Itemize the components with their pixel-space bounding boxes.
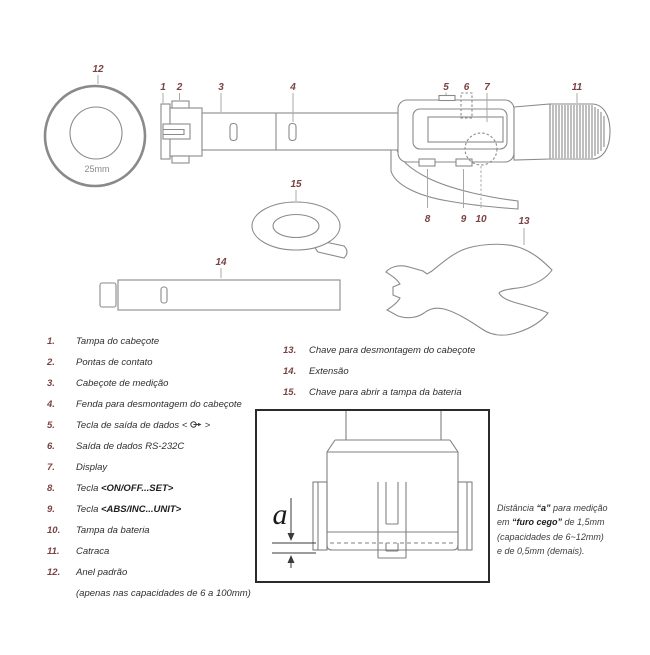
- onoff-set-button: [419, 159, 435, 166]
- inset-note-line-3: (capacidades de 6~12mm): [497, 531, 604, 542]
- legend-number-spacer: [47, 583, 76, 604]
- legend-text: [76, 415, 210, 436]
- legend-number: 12.: [47, 567, 61, 578]
- data-output-icon: [190, 420, 202, 429]
- legend-text-pre: Tecla: [76, 483, 101, 494]
- legend-item-8: [47, 478, 251, 499]
- note-text: de 1,5mm: [562, 517, 605, 528]
- legend-text: Saída de dados RS-232C: [76, 441, 185, 452]
- legend-text: Pontas de contato: [76, 357, 153, 368]
- display-screen: [413, 109, 507, 149]
- legend-number: 3.: [47, 378, 55, 389]
- callout-13: 13: [518, 216, 530, 227]
- legend-text: [76, 478, 173, 499]
- note-text: para medição: [550, 503, 608, 513]
- legend-item-12-note: [47, 583, 251, 604]
- callout-3: 3: [218, 82, 224, 93]
- legend-item-1: [47, 331, 251, 352]
- legend-right-column: [283, 340, 475, 403]
- callout-10: 10: [475, 214, 487, 225]
- legend-item-6: [47, 436, 251, 457]
- legend-number: 5.: [47, 420, 55, 431]
- legend-text-pre: Tecla de saída de dados <: [76, 420, 190, 431]
- legend-text: Chave para abrir a tampa da bateria: [309, 387, 462, 398]
- inset-note-line-1: [497, 501, 637, 515]
- legend-number: 10.: [47, 525, 61, 536]
- head-spanner-wrench: [386, 244, 552, 335]
- legend-item-13: [283, 340, 475, 361]
- callout-7: 7: [484, 82, 490, 93]
- legend-item-14: [283, 361, 475, 382]
- legend-text: Catraca: [76, 546, 110, 557]
- dimension-a: [272, 498, 316, 568]
- display-unit: [398, 93, 514, 166]
- inset-note: [497, 501, 637, 558]
- callout-8: 8: [424, 214, 431, 225]
- battery-cap-spanner: [252, 202, 347, 258]
- callout-9: 9: [460, 214, 467, 225]
- legend-item-5: [47, 415, 251, 436]
- legend-text: [76, 499, 181, 520]
- legend-number: 7.: [47, 462, 55, 473]
- legend-note: (apenas nas capacidades de 6 a 100mm): [76, 588, 251, 599]
- legend-number: 8.: [47, 483, 55, 494]
- legend-text-post: >: [202, 420, 211, 431]
- legend-number: 9.: [47, 504, 55, 515]
- legend-item-7: [47, 457, 251, 478]
- callout-1: 1: [160, 82, 166, 93]
- inset-note-line-4: e de 0,5mm (demais).: [497, 545, 585, 556]
- data-output-button: [439, 96, 455, 101]
- legend-left-column: [47, 331, 251, 604]
- legend-item-15: [283, 382, 475, 403]
- inset-box: [256, 410, 489, 582]
- legend-text-bold: <ABS/INC...UNIT>: [101, 504, 182, 515]
- callout-4: 4: [290, 82, 296, 93]
- legend-text: Tampa da bateria: [76, 525, 150, 536]
- setting-ring: [45, 86, 145, 186]
- callout-numbers: [92, 64, 582, 268]
- inset-head-drawing: [313, 411, 472, 558]
- legend-text: Tampa do cabeçote: [76, 336, 160, 347]
- legend-item-4: [47, 394, 251, 415]
- legend-item-12: [47, 562, 251, 583]
- note-text-bold: “a”: [536, 503, 551, 513]
- legend-text: Display: [76, 462, 108, 473]
- legend-item-10: [47, 520, 251, 541]
- legend-number: 2.: [47, 357, 55, 368]
- legend-number: 11.: [47, 546, 60, 557]
- callout-5: 5: [443, 82, 449, 93]
- legend-number: 6.: [47, 441, 55, 452]
- legend-number: 4.: [47, 399, 55, 410]
- ratchet: [514, 104, 610, 160]
- extension-rod: [100, 280, 340, 310]
- micrometer-head: [161, 101, 202, 163]
- callout-6: 6: [463, 82, 470, 93]
- legend-item-11: [47, 541, 251, 562]
- legend-item-9: [47, 499, 251, 520]
- legend-number: 1.: [47, 336, 55, 347]
- legend-text-pre: Tecla: [76, 504, 101, 515]
- callout-11: 11: [571, 82, 583, 93]
- callout-2: 2: [176, 82, 183, 93]
- legend-text: Fenda para desmontagem do cabeçote: [76, 399, 242, 410]
- note-text: Distância: [497, 503, 537, 513]
- legend-item-2: [47, 352, 251, 373]
- ring-size-label: 25mm: [84, 164, 110, 174]
- dimension-a-label: a: [272, 498, 288, 531]
- legend-number: 14.: [283, 366, 297, 377]
- callout-14: 14: [215, 257, 227, 268]
- note-text: em: [497, 517, 513, 528]
- legend-number: 15.: [283, 387, 297, 398]
- measuring-tube: [202, 113, 398, 150]
- legend-text-bold: <ON/OFF...SET>: [101, 483, 174, 494]
- legend-text: Anel padrão: [76, 567, 128, 578]
- inset-note-line-2: [497, 515, 637, 529]
- callout-12: 12: [92, 64, 104, 75]
- legend-number: 13.: [283, 345, 297, 356]
- legend-text: Chave para desmontagem do cabeçote: [309, 345, 476, 356]
- note-text-bold: “furo cego”: [512, 517, 563, 528]
- legend-text: Extensão: [309, 366, 349, 377]
- legend-item-3: [47, 373, 251, 394]
- callout-15: 15: [290, 179, 302, 190]
- legend-text: Cabeçote de medição: [76, 378, 169, 389]
